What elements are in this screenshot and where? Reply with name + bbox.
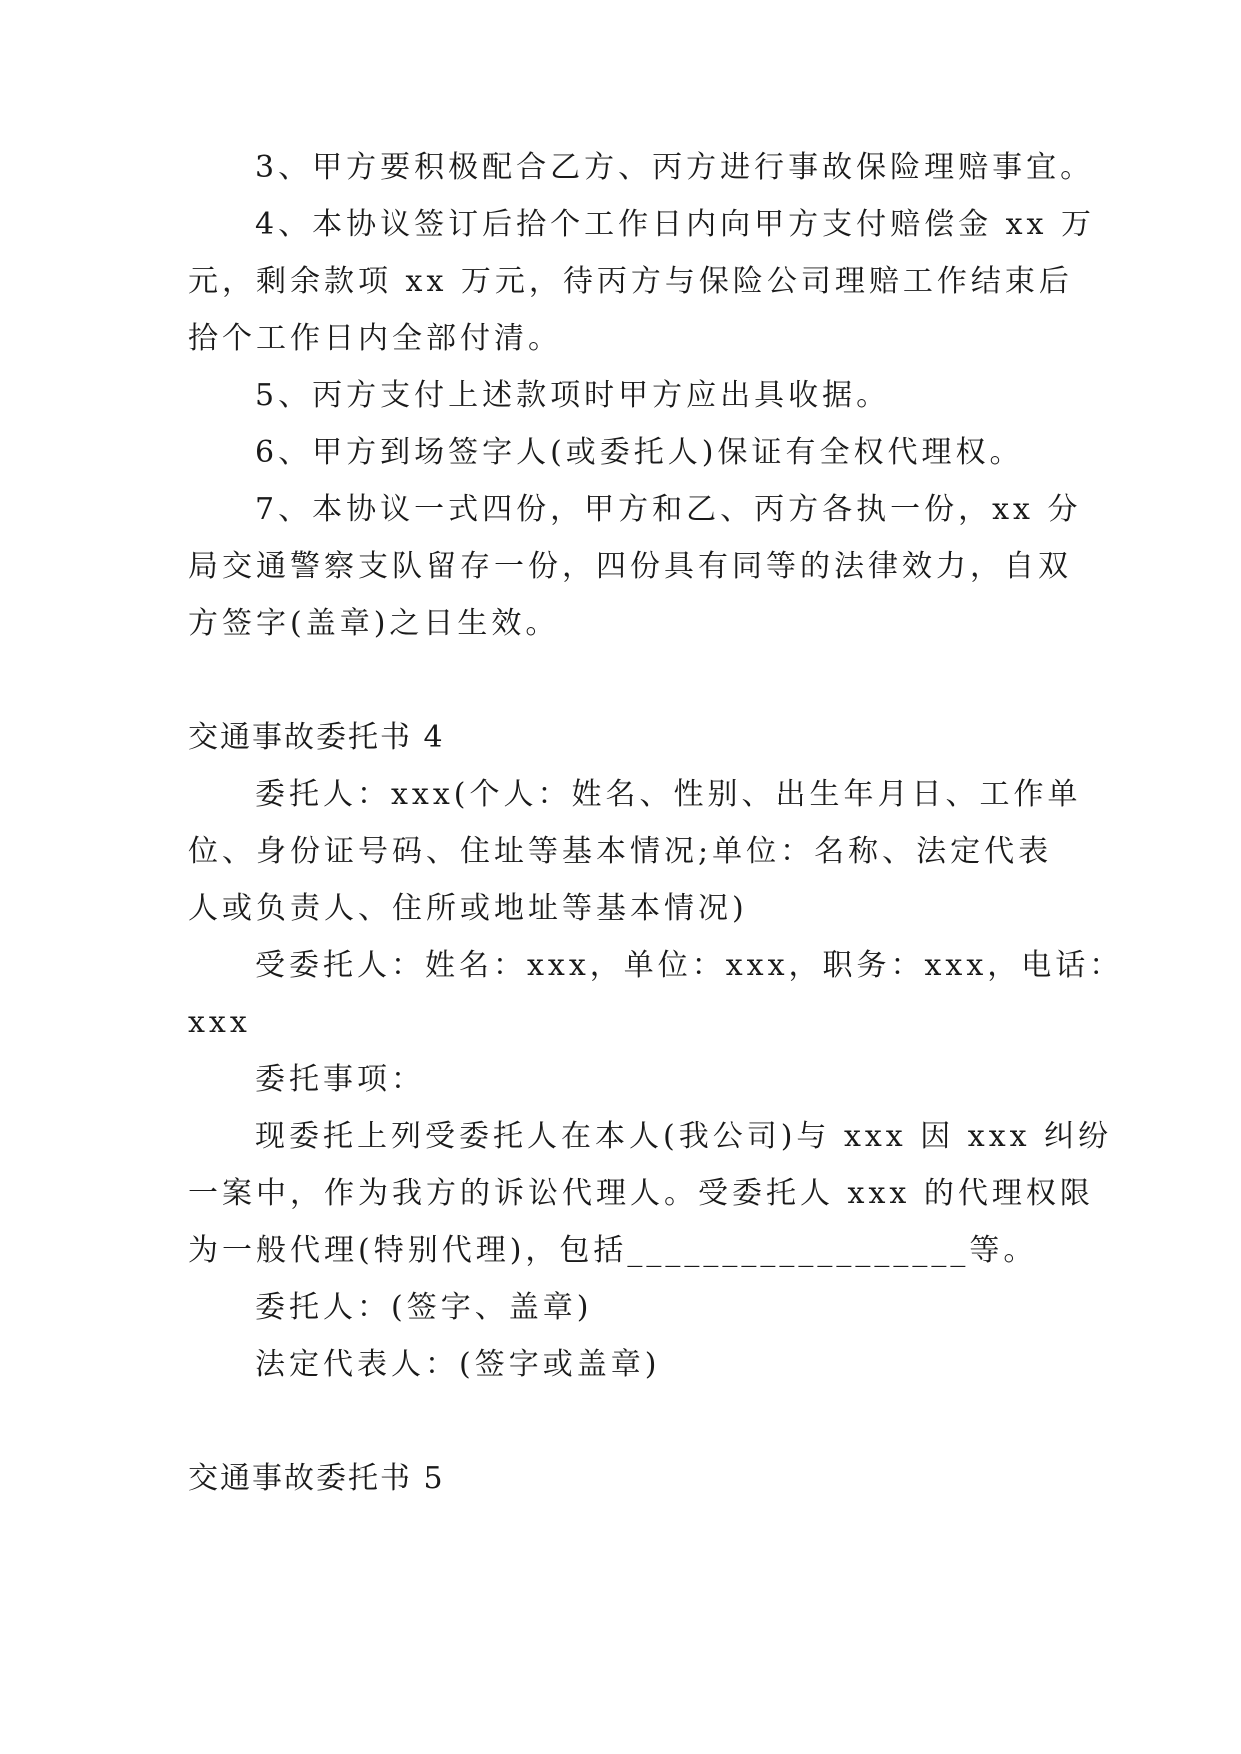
principal-line-2: 位、身份证号码、住址等基本情况;单位：名称、法定代表: [188, 834, 1053, 869]
section-5-title: 交通事故委托书 5: [188, 1461, 445, 1496]
clause-4-line-1: 4、本协议签订后拾个工作日内向甲方支付赔偿金 xx 万: [255, 207, 1095, 242]
clause-4-line-3: 拾个工作日内全部付清。: [188, 321, 562, 356]
clause-7-line-3: 方签字(盖章)之日生效。: [188, 606, 560, 641]
clause-6: 6、甲方到场签字人(或委托人)保证有全权代理权。: [255, 435, 1024, 470]
matters-line-3: 为一般代理(特别代理)，包括__________________等。: [188, 1233, 1038, 1268]
clause-3: 3、甲方要积极配合乙方、丙方进行事故保险理赔事宜。: [255, 150, 1095, 185]
section-4-title: 交通事故委托书 4: [188, 720, 445, 755]
signature-principal: 委托人：(签字、盖章): [255, 1290, 593, 1325]
clause-4-line-2: 元，剩余款项 xx 万元，待丙方与保险公司理赔工作结束后: [188, 264, 1073, 299]
matters-line-2: 一案中，作为我方的诉讼代理人。受委托人 xxx 的代理权限: [188, 1176, 1094, 1211]
matters-line-1: 现委托上列受委托人在本人(我公司)与 xxx 因 xxx 纠纷: [255, 1119, 1113, 1154]
principal-line-3: 人或负责人、住所或地址等基本情况): [188, 891, 748, 926]
signature-legal-rep: 法定代表人：(签字或盖章): [255, 1347, 661, 1382]
principal-line-1: 委托人：xxx(个人：姓名、性别、出生年月日、工作单: [255, 777, 1082, 812]
matters-label: 委托事项：: [255, 1062, 425, 1097]
clause-7-line-2: 局交通警察支队留存一份，四份具有同等的法律效力，自双: [188, 549, 1072, 584]
clause-5: 5、丙方支付上述款项时甲方应出具收据。: [255, 378, 891, 413]
agent-line-2: xxx: [188, 1005, 251, 1040]
clause-7-line-1: 7、本协议一式四份，甲方和乙、丙方各执一份，xx 分: [255, 492, 1082, 527]
agent-line-1: 受委托人：姓名：xxx，单位：xxx，职务：xxx，电话：: [255, 948, 1124, 983]
